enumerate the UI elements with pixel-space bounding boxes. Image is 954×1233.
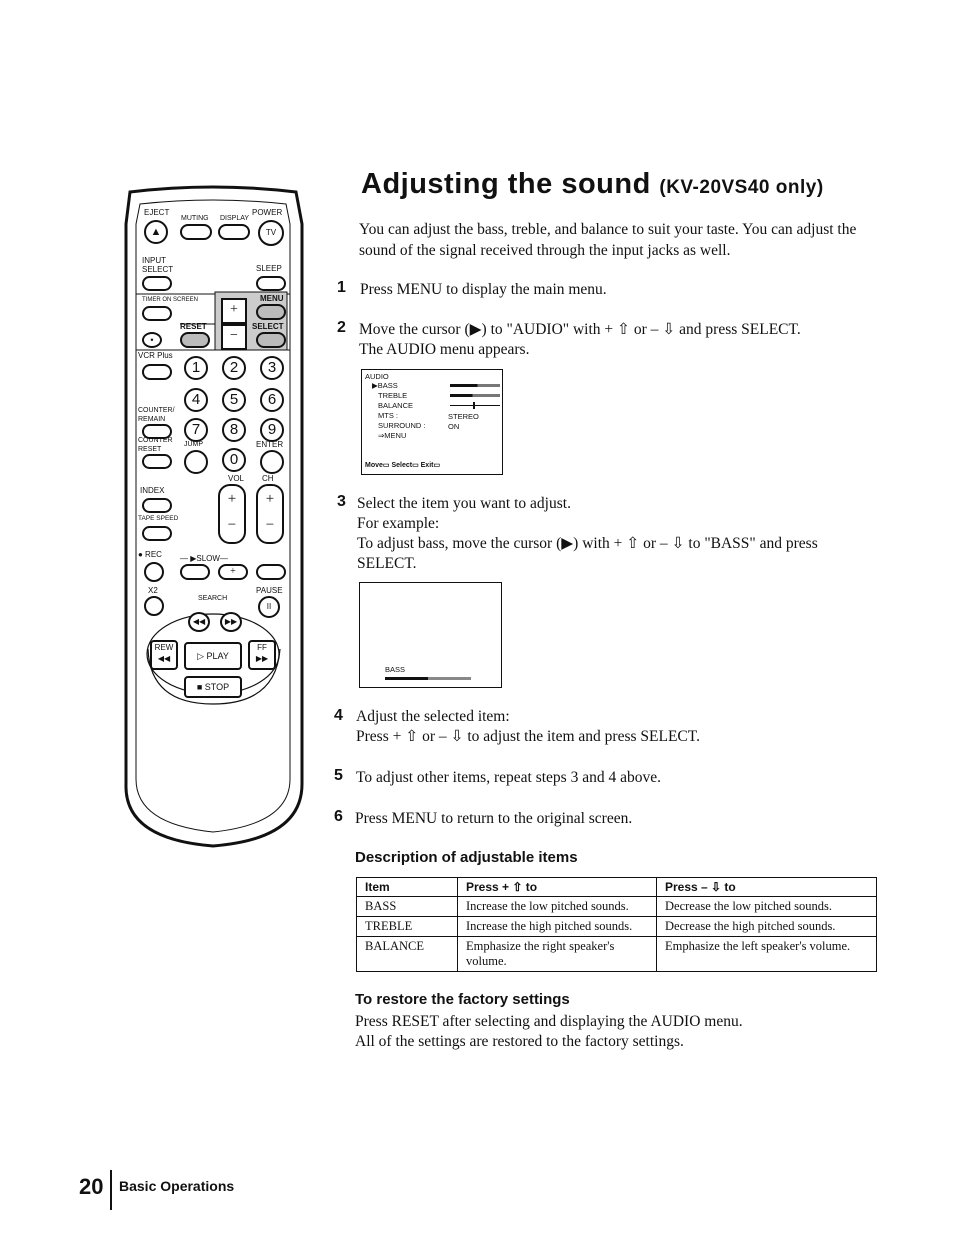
digit-4-button[interactable] xyxy=(184,388,208,412)
digit-3-button[interactable] xyxy=(260,356,284,380)
step-2-line: The AUDIO menu appears. xyxy=(359,341,530,358)
menu-item-bass: ▶BASS xyxy=(372,381,398,390)
stop-label: ■ STOP xyxy=(196,682,230,692)
tape-speed-label: TAPE SPEED xyxy=(138,515,179,522)
footer-divider xyxy=(110,1170,112,1210)
jump-label: JUMP xyxy=(184,441,204,448)
digit-6-label: 6 xyxy=(267,391,277,408)
description-table xyxy=(356,877,877,972)
rec-button[interactable] xyxy=(144,562,164,582)
step-3-line: To adjust bass, move the cursor (▶) with + ⇧ or – ⇩ to "BASS" and press xyxy=(357,535,818,552)
table-cell: Decrease the low pitched sounds. xyxy=(657,897,877,917)
digit-1-button[interactable] xyxy=(184,356,208,380)
column-header: Item xyxy=(357,878,458,897)
restore-line: All of the settings are restored to the factory settings. xyxy=(355,1033,684,1050)
table-cell: Increase the high pitched sounds. xyxy=(458,917,657,937)
step-4-number: 4 xyxy=(334,707,343,724)
display-button[interactable] xyxy=(218,224,250,240)
vol-label: VOL xyxy=(228,474,245,483)
tape-speed-button[interactable] xyxy=(142,526,172,541)
table-cell: BASS xyxy=(357,897,458,917)
search-ff-button[interactable]: ▶▶ xyxy=(220,612,242,632)
section-name: Basic Operations xyxy=(119,1178,235,1194)
step-2-text xyxy=(359,320,801,360)
digit-1-label: 1 xyxy=(191,359,201,376)
select-label: SELECT xyxy=(252,322,284,331)
counter-reset-label: COUNTER RESET xyxy=(138,437,173,453)
column-header: Press + ⇧ to xyxy=(458,878,657,897)
power-label: POWER xyxy=(252,208,283,217)
digit-3-label: 3 xyxy=(267,359,277,376)
table-row xyxy=(357,897,877,917)
rew-button[interactable]: REW ◀◀ xyxy=(150,640,178,670)
power-button[interactable] xyxy=(258,220,284,246)
index-label: INDEX xyxy=(140,486,165,495)
digit-2-label: 2 xyxy=(229,359,239,376)
bass-screen-label: BASS xyxy=(385,665,406,674)
bass-screen-bar xyxy=(385,677,471,680)
page-title xyxy=(361,168,824,201)
digit-9-button[interactable] xyxy=(260,418,284,442)
column-header: Press – ⇩ to xyxy=(657,878,877,897)
ch-label: CH xyxy=(262,474,274,483)
step-3-line: For example: xyxy=(357,515,440,532)
timer-button[interactable] xyxy=(142,306,172,321)
audio-menu-items xyxy=(372,381,452,441)
index-button[interactable] xyxy=(142,498,172,513)
title-main: Adjusting the sound xyxy=(361,168,651,200)
restore-line: Press RESET after selecting and displaying the AUDIO menu. xyxy=(355,1013,743,1030)
x2-label: X2 xyxy=(148,586,158,595)
restore-text xyxy=(355,1012,743,1052)
table-header-row xyxy=(357,878,877,897)
counter-remain-label: COUNTER/ REMAIN xyxy=(138,407,175,423)
slow-label: — ▶SLOW— xyxy=(180,554,228,563)
menu-button[interactable] xyxy=(256,304,286,320)
digit-9-label: 9 xyxy=(267,421,277,438)
digit-7-label: 7 xyxy=(191,421,201,438)
enter-button[interactable] xyxy=(260,450,284,474)
table-cell: Decrease the high pitched sounds. xyxy=(657,917,877,937)
eject-label: EJECT xyxy=(144,208,170,217)
digit-5-label: 5 xyxy=(229,391,239,408)
input-select-label: INPUT SELECT xyxy=(142,256,174,274)
search-label: SEARCH xyxy=(198,595,228,602)
menu-item-menu: ⇒MENU xyxy=(378,431,407,440)
table-cell: TREBLE xyxy=(357,917,458,937)
table-cell: Emphasize the left speaker's volume. xyxy=(657,937,877,972)
x2-button[interactable] xyxy=(144,596,164,616)
title-model: (KV-20VS40 only) xyxy=(659,177,824,198)
table-row xyxy=(357,937,877,972)
step-4-line: Adjust the selected item: xyxy=(356,708,510,725)
slow-plus-button[interactable]: + xyxy=(218,564,248,580)
balance-level-bar xyxy=(450,405,500,406)
table-row xyxy=(357,917,877,937)
reset-label: RESET xyxy=(180,322,207,331)
select-button[interactable] xyxy=(256,332,286,348)
description-heading: Description of adjustable items xyxy=(355,849,578,866)
vcr-plus-label: VCR Plus xyxy=(138,351,173,360)
counter-reset-button[interactable] xyxy=(142,454,172,469)
step-2-number: 2 xyxy=(337,319,346,336)
sleep-button[interactable] xyxy=(256,276,286,291)
page-number: 20 xyxy=(79,1174,104,1199)
audio-menu-footer: Move▭ Select▭ Exit▭ xyxy=(365,462,441,469)
play-button[interactable]: ▷ PLAY xyxy=(184,642,242,670)
step-2-line: Move the cursor (▶) to "AUDIO" with + ⇧ or – ⇩ and press SELECT. xyxy=(359,321,801,338)
step-1-number: 1 xyxy=(337,279,346,296)
slow-minus-button[interactable] xyxy=(180,564,210,580)
step-3-line: Select the item you want to adjust. xyxy=(357,495,571,512)
digit-0-button[interactable] xyxy=(222,448,246,472)
menu-item-surround: SURROUND : xyxy=(378,421,426,430)
enter-label: ENTER xyxy=(256,440,284,449)
step-3-text xyxy=(357,494,818,574)
table-cell: Emphasize the right speaker's volume. xyxy=(458,937,657,972)
surround-value: ON xyxy=(448,422,460,431)
step-5-text xyxy=(356,768,661,788)
ch-rocker[interactable]: + − xyxy=(256,484,284,544)
digit-8-button[interactable] xyxy=(222,418,246,442)
step-3-number: 3 xyxy=(337,493,346,510)
ff-button[interactable]: FF ▶▶ xyxy=(248,640,276,670)
menu-item-mts: MTS : xyxy=(378,411,398,420)
muting-button[interactable] xyxy=(180,224,212,240)
step-1-text xyxy=(360,280,607,300)
rec-label: ● REC xyxy=(138,550,162,559)
digit-2-button[interactable] xyxy=(222,356,246,380)
menu-item-treble: TREBLE xyxy=(378,391,408,400)
step-6-text xyxy=(355,809,632,829)
rew-label: REW xyxy=(154,643,174,652)
restore-heading: To restore the factory settings xyxy=(355,991,570,1008)
frame-advance-button[interactable] xyxy=(256,564,286,580)
eject-button[interactable]: ▲ xyxy=(144,220,168,244)
step-4-line: Press + ⇧ or – ⇩ to adjust the item and press SELECT. xyxy=(356,728,700,745)
pause-button[interactable]: II xyxy=(258,596,280,618)
audio-menu-screen xyxy=(361,369,503,475)
mts-value: STEREO xyxy=(448,412,479,421)
play-label: PLAY xyxy=(206,651,229,661)
digit-8-label: 8 xyxy=(229,421,239,438)
input-select-button[interactable] xyxy=(142,276,172,291)
vol-rocker[interactable]: + − xyxy=(218,484,246,544)
sleep-label: SLEEP xyxy=(256,264,282,273)
plus-arrow-button[interactable]: + xyxy=(221,298,247,324)
search-rew-button[interactable]: ◀◀ xyxy=(188,612,210,632)
audio-menu-heading: AUDIO xyxy=(365,372,389,381)
timer-label: TIMER ON SCREEN xyxy=(142,297,199,303)
minus-circle-button[interactable]: • xyxy=(142,332,162,348)
jump-button[interactable] xyxy=(184,450,208,474)
treble-level-bar xyxy=(450,394,500,397)
intro-paragraph: You can adjust the bass, treble, and balance to suit your taste. You can adjust the sound of the signal received through the input jacks as well. xyxy=(359,221,857,259)
digit-6-button[interactable] xyxy=(260,388,284,412)
step-5-number: 5 xyxy=(334,767,343,784)
stop-button[interactable] xyxy=(184,676,242,698)
menu-item-balance: BALANCE xyxy=(378,401,414,410)
digit-0-label: 0 xyxy=(229,451,239,468)
bass-adjust-screen xyxy=(359,582,502,688)
table-cell: Increase the low pitched sounds. xyxy=(458,897,657,917)
step-6-number: 6 xyxy=(334,808,343,825)
bass-level-bar xyxy=(450,384,500,387)
digit-5-button[interactable] xyxy=(222,388,246,412)
tv-label: TV xyxy=(265,228,277,237)
step-4-text xyxy=(356,707,700,747)
step-1-line: Press MENU to display the main menu. xyxy=(360,281,607,298)
menu-label: MENU xyxy=(260,294,284,303)
reset-button[interactable] xyxy=(180,332,210,348)
minus-arrow-button[interactable]: − xyxy=(221,324,247,350)
digit-7-button[interactable] xyxy=(184,418,208,442)
ff-label: FF xyxy=(257,643,267,652)
table-cell: BALANCE xyxy=(357,937,458,972)
remote-illustration xyxy=(120,184,306,852)
step-3-line: SELECT. xyxy=(357,555,417,572)
pause-label: PAUSE xyxy=(256,586,283,595)
vcr-plus-button[interactable] xyxy=(142,364,172,380)
muting-label: MUTING xyxy=(181,215,209,222)
display-label: DISPLAY xyxy=(220,215,250,222)
balance-marker xyxy=(473,402,475,409)
step-6-line: Press MENU to return to the original screen. xyxy=(355,810,633,827)
step-5-line: To adjust other items, repeat steps 3 and 4 above. xyxy=(356,769,661,786)
digit-4-label: 4 xyxy=(191,391,201,408)
